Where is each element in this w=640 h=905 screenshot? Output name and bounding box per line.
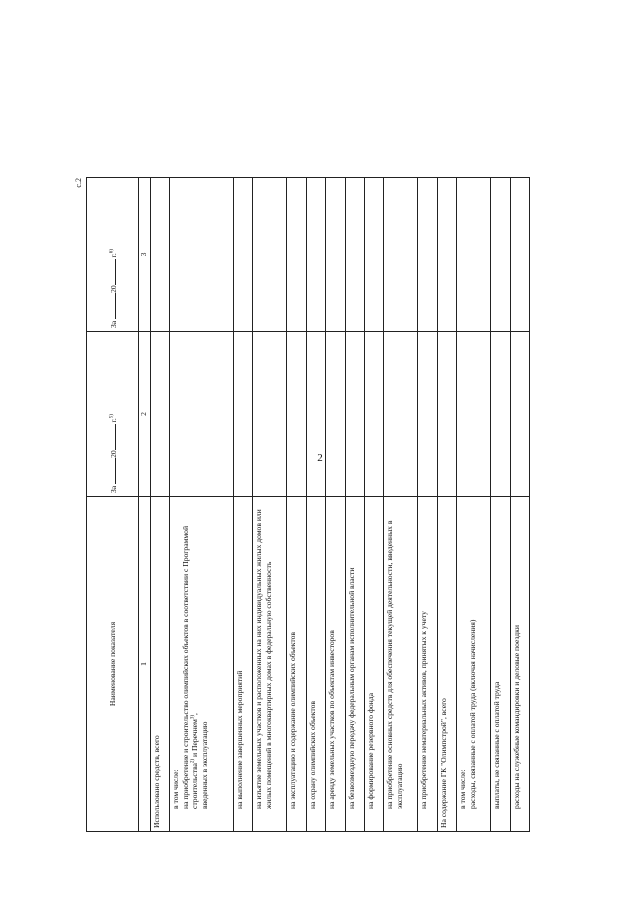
table-row [287, 178, 306, 832]
table-row [306, 178, 325, 832]
table-caption: с.2 [74, 178, 83, 188]
period-2-year: 20 [108, 285, 118, 293]
row-label [170, 497, 234, 832]
table-row [253, 178, 287, 832]
row-label: на выполнение завершенных мероприятий [233, 497, 252, 832]
header-period-2 [87, 178, 139, 332]
indicator-table [86, 177, 530, 832]
value-cell [306, 332, 325, 497]
value-cell [287, 178, 306, 332]
value-cell [326, 178, 345, 332]
value-cell [510, 332, 529, 497]
row-label-intro: в том числе: [458, 769, 468, 809]
value-cell [384, 332, 418, 497]
header-period-1 [87, 332, 139, 497]
value-cell [437, 332, 456, 497]
column-number-row [139, 178, 151, 832]
column-number-1: 1 [139, 497, 151, 832]
value-cell [457, 332, 491, 497]
table-row [437, 178, 456, 832]
row-label: на аренду земельных участков по объектам инвесторов [326, 497, 345, 832]
column-number-3: 3 [139, 178, 151, 332]
period-2-prefix: За [108, 320, 118, 328]
value-cell [253, 178, 287, 332]
period-2-footnote: 6) [109, 249, 115, 254]
value-cell [345, 178, 364, 332]
value-cell [491, 332, 510, 497]
row-label: на охрану олимпийских объектов [306, 497, 325, 832]
value-cell [437, 178, 456, 332]
period-1-footnote: 5) [109, 414, 115, 419]
value-cell [306, 178, 325, 332]
value-cell [287, 332, 306, 497]
row-label: на формирование резервного фонда [364, 497, 383, 832]
row-label: на безвозмездную передачу федеральным органам исполнительной власти [345, 497, 364, 832]
row-label-main: расходы, связанные с оплатой труда (включая начисления) [467, 619, 477, 809]
period-1-blank-line-2 [107, 424, 116, 450]
row-label-intro: в том числе: [171, 769, 181, 809]
value-cell [364, 178, 383, 332]
table-row [457, 178, 491, 832]
value-cell [151, 178, 170, 332]
header-indicator-name: Наименование показателя [87, 497, 139, 832]
row-label: на изъятие земельных участков и расположенных на них индивидуальных жилых домов или жилых помещений в многоквартирных домах в федеральную собственность [253, 497, 287, 832]
value-cell [418, 332, 437, 497]
table-row [326, 178, 345, 832]
value-cell [510, 178, 529, 332]
page-number: 2 [317, 452, 323, 464]
period-2-suffix: г. [108, 253, 118, 258]
table-row [510, 178, 529, 832]
table-header-row [87, 178, 139, 832]
value-cell [170, 178, 234, 332]
row-label: выплаты, не связанные с оплатой труда [491, 497, 510, 832]
value-cell [233, 178, 252, 332]
row-label: на приобретение основных средств для обеспечения текущей деятельности, введенных в эксплуатацию [384, 497, 418, 832]
period-1-blank-line [107, 458, 116, 484]
row-label: На содержание ГК "Олимпстрой", всего [437, 497, 456, 832]
table-row [364, 178, 383, 832]
table-row [233, 178, 252, 832]
value-cell [326, 332, 345, 497]
value-cell [364, 332, 383, 497]
value-cell [491, 178, 510, 332]
table-row [491, 178, 510, 832]
row-label [457, 497, 491, 832]
period-1-suffix: г. [108, 418, 118, 423]
table-row [345, 178, 364, 832]
value-cell [233, 332, 252, 497]
value-cell [384, 178, 418, 332]
table-row [418, 178, 437, 832]
value-cell [253, 332, 287, 497]
row-label: Использовано средств, всего [151, 497, 170, 832]
rotated-table-container [74, 178, 530, 832]
value-cell [418, 178, 437, 332]
row-label-main: на приобретение и строительство олимпийских объектов в соответствии с Программой строительства$^{2)}$ и Перечнем$^{3)}$, [180, 525, 200, 809]
table-row [151, 178, 170, 832]
period-1-year: 20 [108, 450, 118, 458]
row-label: на эксплуатацию и содержание олимпийских объектов [287, 497, 306, 832]
value-cell [170, 332, 234, 497]
period-1-prefix: За [108, 485, 118, 493]
period-2-blank-line [107, 293, 116, 319]
value-cell [345, 332, 364, 497]
table-row [170, 178, 234, 832]
period-2-blank-line-2 [107, 259, 116, 285]
table-row [384, 178, 418, 832]
row-label-cont: введенных в эксплуатацию [199, 721, 209, 809]
column-number-2: 2 [139, 332, 151, 497]
row-label: расходы на служебные командировки и деловые поездки [510, 497, 529, 832]
row-label: на приобретение нематериальных активов, принятых к учету [418, 497, 437, 832]
value-cell [457, 178, 491, 332]
value-cell [151, 332, 170, 497]
